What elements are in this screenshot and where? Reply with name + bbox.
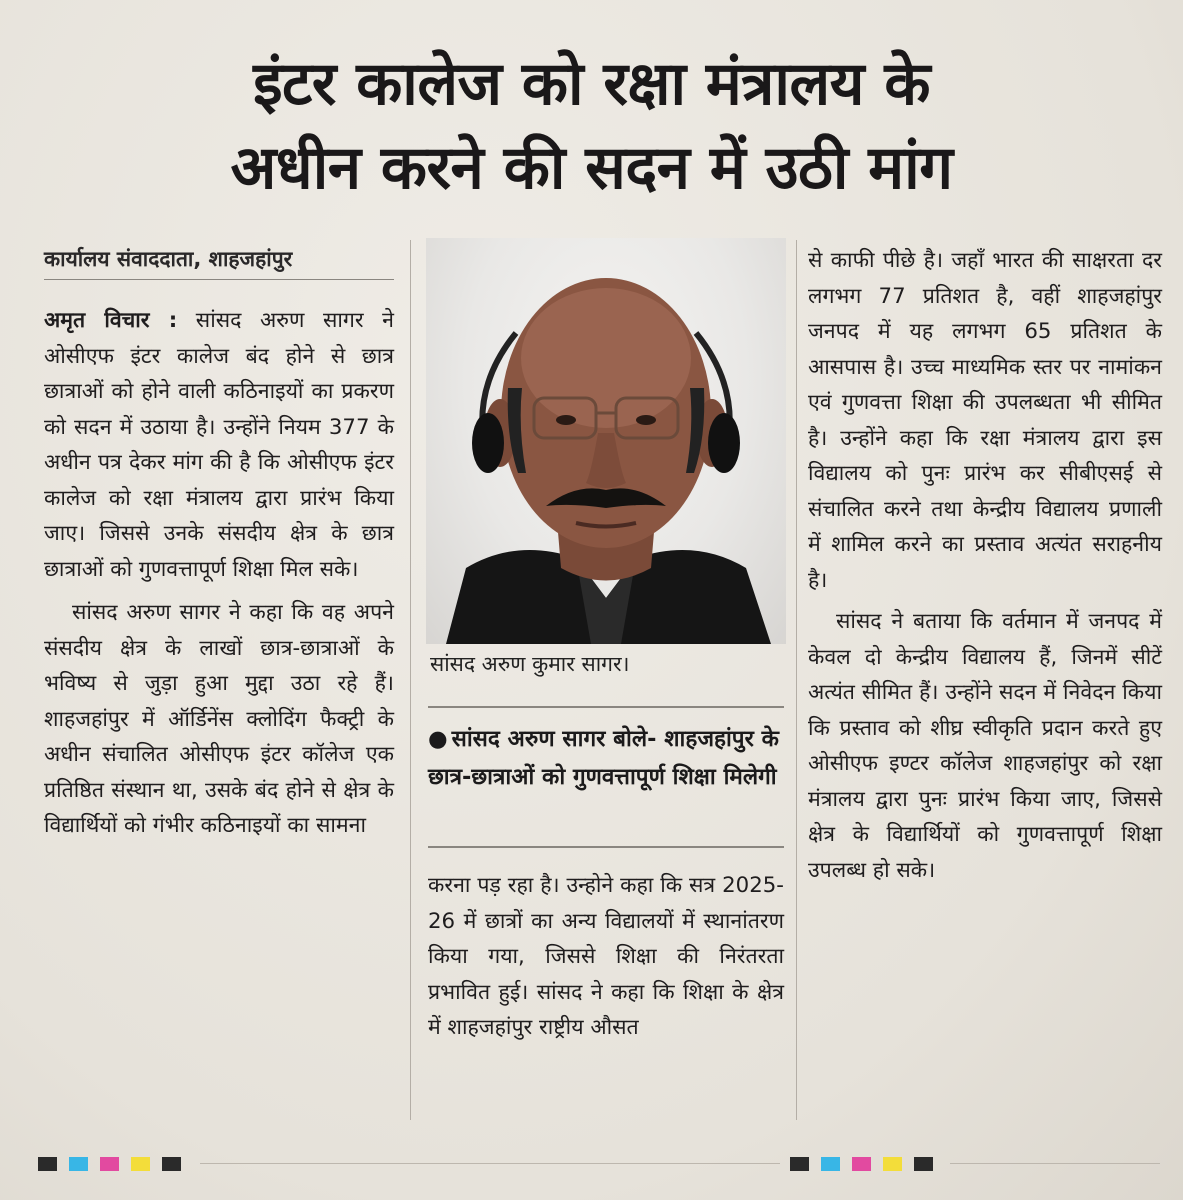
byline: कार्यालय संवाददाता, शाहजहांपुर — [44, 247, 293, 271]
column-2-paragraph-1: करना पड़ रहा है। उन्होने कहा कि सत्र 2025-26 में छात्रों का अन्य विद्यालयों में स्थानांतरण किया गया, जिससे शिक्षा की निरंतरता प्रभावित हुई। सांसद ने कहा कि शिक्षा के क्षेत्र में शाहजहांपुर राष्ट्रीय औसत — [428, 873, 784, 1040]
column-3-paragraph-2: सांसद ने बताया कि वर्तमान में जनपद में केवल दो केन्द्रीय विद्यालय हैं, जिनमें सीटें अत्यंत सीमित हैं। उन्होंने सदन में निवेदन किया कि प्रस्ताव को शीघ्र स्वीकृति प्रदान करते हुए ओसीएफ इण्टर कॉलेज शाहजहांपुर को रक्षा मंत्रालय द्वारा पुनः प्रारंभ किया जाए, जिससे क्षेत्र के विद्यार्थियों को गुणवत्तापूर्ण शिक्षा उपलब्ध हो सके। — [808, 609, 1162, 883]
registration-swatch — [914, 1157, 933, 1171]
photo-caption: सांसद अरुण कुमार सागर। — [430, 652, 630, 676]
headline-line-1: इंटर कालेज को रक्षा मंत्रालय के — [253, 49, 930, 119]
portrait-photo — [426, 238, 786, 644]
bullet-icon: ● — [428, 726, 448, 752]
pull-quote-top-rule — [428, 706, 784, 708]
column-1 — [44, 243, 394, 844]
footer-rule-left — [200, 1163, 780, 1164]
registration-swatch — [162, 1157, 181, 1171]
registration-swatch — [790, 1157, 809, 1171]
column-3 — [808, 243, 1162, 888]
pull-quote-bottom-rule — [428, 846, 784, 848]
pull-quote-text: सांसद अरुण सागर बोले- शाहजहांपुर के छात्र-छात्राओं को गुणवत्तापूर्ण शिक्षा मिलेगी — [428, 726, 779, 790]
byline-rule — [44, 279, 394, 280]
headline-line-2: अधीन करने की सदन में उठी मांग — [230, 133, 953, 203]
registration-swatch — [38, 1157, 57, 1171]
column-2 — [428, 868, 784, 1046]
registration-swatch — [883, 1157, 902, 1171]
lead-text: सांसद अरुण सागर ने ओसीएफ इंटर कालेज बंद होने से छात्र छात्राओं को होने वाली कठिनाइयों का प्रकरण को सदन में उठाया है। उन्होंने नियम 377 के अधीन पत्र देकर मांग की है कि ओसीएफ इंटर कालेज को रक्षा मंत्रालय द्वारा प्रारंभ किया जाए। जिससे उनके संसदीय क्षेत्र के छात्र छात्राओं को गुणवत्तापूर्ण शिक्षा मिल सके। — [44, 308, 394, 582]
column-divider-2 — [796, 240, 797, 1120]
column-3-paragraph-1: से काफी पीछे है। जहाँ भारत की साक्षरता दर लगभग 77 प्रतिशत है, वहीं शाहजहांपुर जनपद में यह लगभग 65 प्रतिशत के आसपास है। उच्च माध्यमिक स्तर पर नामांकन एवं गुणवत्ता शिक्षा की उपलब्धता भी सीमित है। उन्होंने कहा कि रक्षा मंत्रालय द्वारा इस विद्यालय को पुनः प्रारंभ कर सीबीएसई से संचालित करने तथा केन्द्रीय विद्यालय प्रणाली में शामिल करने का प्रस्ताव अत्यंत सराहनीय है। — [808, 248, 1162, 593]
footer-rule-right — [950, 1163, 1160, 1164]
registration-marks-right — [790, 1157, 945, 1171]
column-1-paragraph-2: सांसद अरुण सागर ने कहा कि वह अपने संसदीय क्षेत्र के लाखों छात्र-छात्राओं के भविष्य से जुड़ा हुआ मुद्दा उठा रहे हैं। शाहजहांपुर में ऑर्डिनेंस क्लोदिंग फैक्ट्री के अधीन संचालित ओसीएफ इंटर कॉलेज एक प्रतिष्ठित संस्थान था, उसके बंद होने से क्षेत्र के विद्यार्थियों को गंभीर कठिनाइयों का सामना — [44, 600, 394, 838]
column-divider-1 — [410, 240, 411, 1120]
pull-quote — [428, 720, 784, 796]
registration-swatch — [131, 1157, 150, 1171]
column-1-lead-paragraph — [44, 303, 394, 587]
registration-swatch — [100, 1157, 119, 1171]
registration-swatch — [821, 1157, 840, 1171]
registration-marks-left — [38, 1157, 193, 1171]
lead-label: अमृत विचार : — [44, 308, 178, 333]
headline — [20, 42, 1163, 210]
registration-swatch — [852, 1157, 871, 1171]
portrait-illustration — [426, 238, 786, 644]
registration-swatch — [69, 1157, 88, 1171]
